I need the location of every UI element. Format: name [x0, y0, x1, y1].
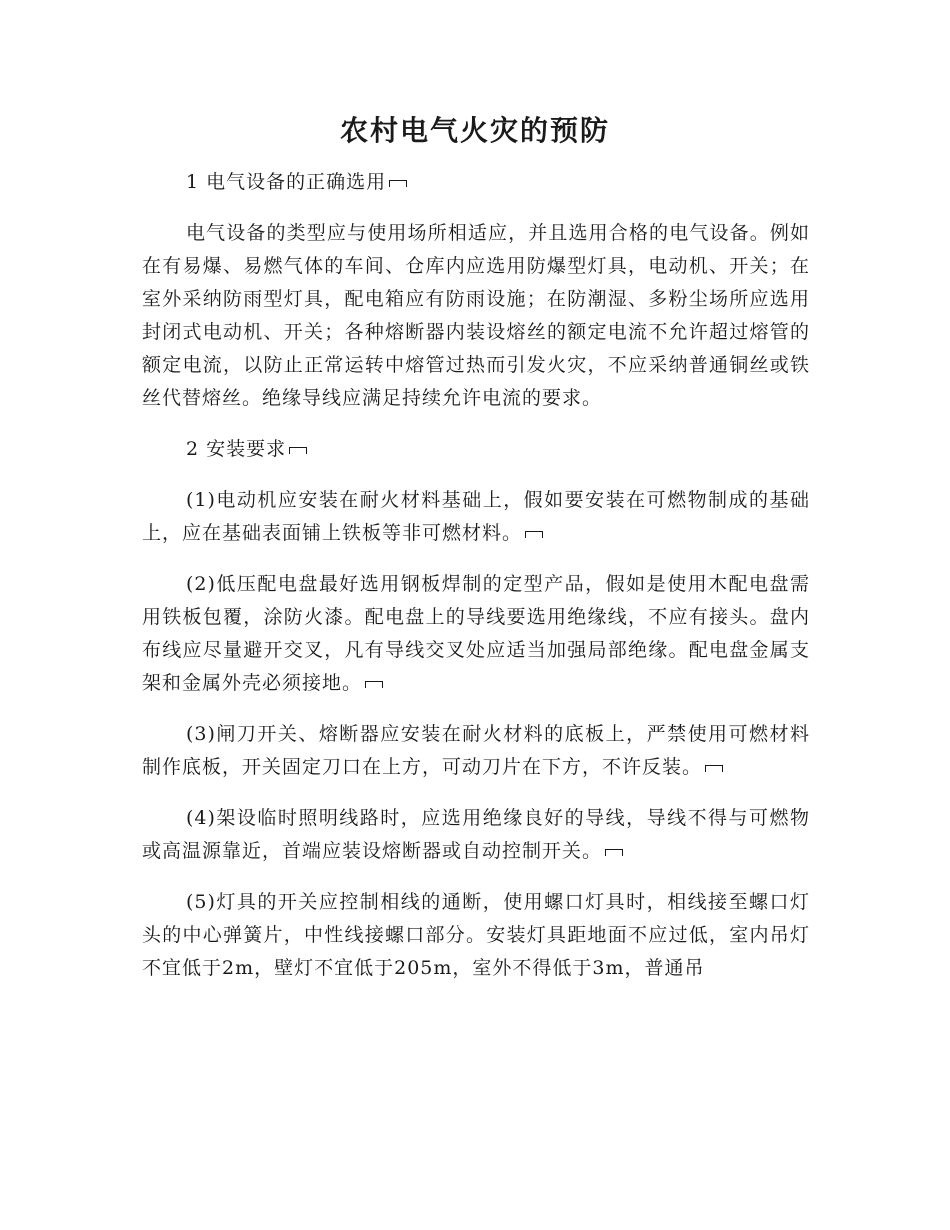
- section-heading-text: 1 电气设备的正确选用: [186, 171, 387, 193]
- paragraph-text: (1)电动机应安装在耐火材料基础上，假如要安装在可燃物制成的基础上，应在基础表面铺上铁板等非可燃材料。: [142, 489, 810, 544]
- section-heading: [142, 433, 810, 466]
- paragraph: [142, 718, 810, 784]
- paragraph-text: (4)架设临时照明线路时，应选用绝缘良好的导线，导线不得与可燃物或高温源靠近，首端应装设熔断器或自动控制开关。: [142, 807, 810, 862]
- paragraph-mark-icon: [705, 765, 723, 772]
- document-title: 农村电气火灾的预防: [339, 114, 610, 147]
- section-heading-text: 2 安装要求: [186, 438, 287, 460]
- document-body: [142, 166, 810, 985]
- paragraph: 电气设备的类型应与使用场所相适应，并且选用合格的电气设备。例如在有易爆、易燃气体的车间、仓库内应选用防爆型灯具，电动机、开关；在室外采纳防雨型灯具，配电箱应有防雨设施；在防潮湿、多粉尘场所应选用封闭式电动机、开关；各种熔断器内装设熔丝的额定电流不允许超过熔管的额定电流，以防止正常运转中熔管过热而引发火灾，不应采纳普通铜丝或铁丝代替熔丝。绝缘导线应满足持续允许电流的要求。: [142, 222, 810, 409]
- paragraph-mark-icon: [389, 180, 407, 187]
- paragraph-mark-icon: [525, 531, 543, 538]
- paragraph: [142, 802, 810, 868]
- paragraph: [142, 568, 810, 700]
- paragraph: [142, 484, 810, 550]
- paragraph-text: (3)闸刀开关、熔断器应安装在耐火材料的底板上，严禁使用可燃材料制作底板，开关固定刀口在上方，可动刀片在下方，不许反装。: [142, 723, 810, 778]
- paragraph: (5)灯具的开关应控制相线的通断，使用螺口灯具时，相线接至螺口灯头的中心弹簧片，中性线接螺口部分。安装灯具距地面不应过低，室内吊灯不宜低于2m，壁灯不宜低于205m，室外不得低于3m，普通吊: [142, 891, 810, 979]
- paragraph-mark-icon: [365, 681, 383, 688]
- paragraph-mark-icon: [289, 447, 307, 454]
- paragraph-text: (2)低压配电盘最好选用钢板焊制的定型产品，假如是使用木配电盘需用铁板包覆，涂防火漆。配电盘上的导线要选用绝缘线，不应有接头。盘内布线应尽量避开交叉，凡有导线交叉处应适当加强局部绝缘。配电盘金属支架和金属外壳必须接地。: [142, 573, 810, 694]
- paragraph-mark-icon: [605, 849, 623, 856]
- section-heading: [142, 166, 810, 199]
